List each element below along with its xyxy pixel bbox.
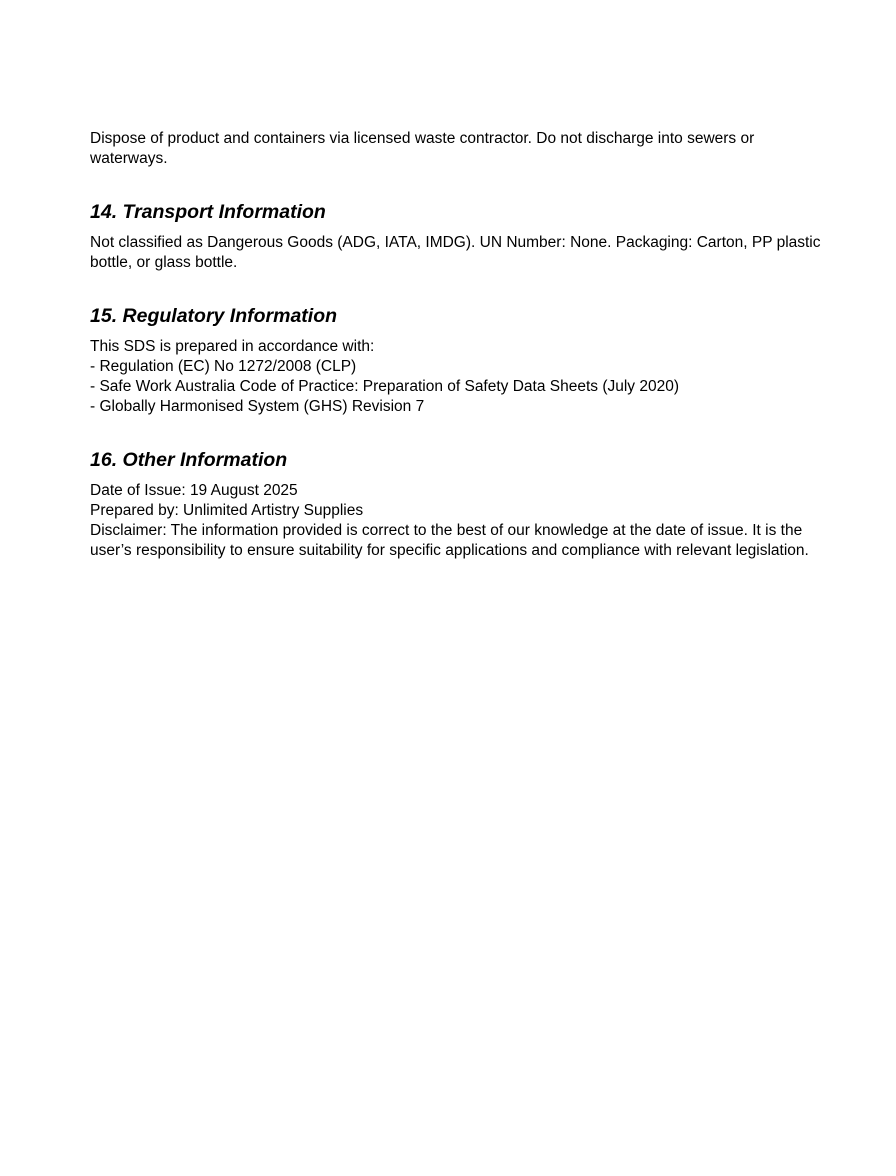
section-heading-other: 16. Other Information <box>90 449 288 471</box>
disposal-paragraph: Dispose of product and containers via licensed waste contractor. Do not discharge into sewers or waterways. <box>90 130 755 167</box>
transport-paragraph: Not classified as Dangerous Goods (ADG, IATA, IMDG). UN Number: None. Packaging: Carton, PP plastic bottle, or glass bottle. <box>90 234 821 271</box>
regulatory-item-ghs: - Globally Harmonised System (GHS) Revision 7 <box>90 398 425 415</box>
date-of-issue-line: Date of Issue: 19 August 2025 <box>90 482 298 499</box>
section-heading-transport: 14. Transport Information <box>90 201 326 223</box>
disclaimer-paragraph: Disclaimer: The information provided is correct to the best of our knowledge at the date of issue. It is the user’s responsibility to ensure suitability for specific applications and compliance with relevant legislation. <box>90 522 809 559</box>
regulatory-intro-line: This SDS is prepared in accordance with: <box>90 338 375 355</box>
prepared-by-line: Prepared by: Unlimited Artistry Supplies <box>90 502 364 519</box>
section-heading-regulatory: 15. Regulatory Information <box>90 305 338 327</box>
section-regulatory <box>90 304 830 417</box>
regulatory-item-clp: - Regulation (EC) No 1272/2008 (CLP) <box>90 358 357 375</box>
regulatory-item-safe-work: - Safe Work Australia Code of Practice: Preparation of Safety Data Sheets (July 2020) <box>90 378 680 395</box>
section-other <box>90 448 830 561</box>
section-transport <box>90 200 830 273</box>
document-page <box>90 129 830 561</box>
